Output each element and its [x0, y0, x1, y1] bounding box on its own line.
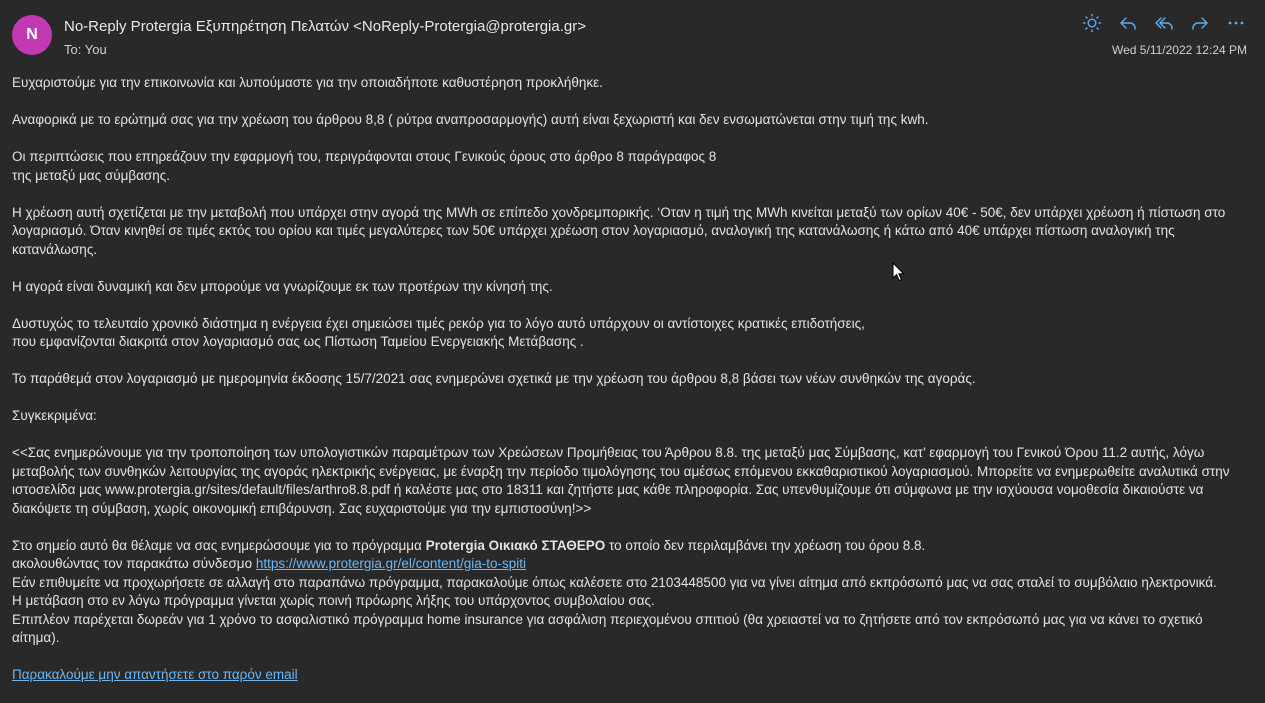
body-paragraph: Η χρέωση αυτή σχετίζεται με την μεταβολή που υπάρχει στην αγορά της MWh σε επίπεδο χονδρεμπορικής. ‘Οταν η τιμή της MWh κινείται μεταξύ των ορίων 40€ - 50€, δεν υπάρχει χρέωση ή πίστωση στο λογαριασμό. Όταν κινηθεί σε τιμές εκτός του ορίου και τιμές μεγαλύτερες των 50€ υπάρχει χρέωση στον λογαριασμό, αναλογική της κατανάλωσης ή κάτω από 40€ υπάρχει πίστωση αναλογική της κατανάλωσης. — [12, 204, 1226, 257]
received-date: Wed 5/11/2022 12:24 PM — [1112, 43, 1247, 57]
more-icon[interactable] — [1223, 10, 1249, 36]
sun-icon[interactable] — [1079, 10, 1105, 36]
body-paragraph: Συγκεκριμένα: — [12, 408, 97, 423]
to-label: To: — [64, 42, 82, 57]
program-link[interactable]: https://www.protergia.gr/el/content/gia-to-spiti — [255, 556, 526, 571]
forward-icon[interactable] — [1187, 10, 1213, 36]
link-paragraph — [12, 555, 1248, 574]
reply-all-icon[interactable] — [1151, 10, 1177, 36]
body-paragraph: Οι περιπτώσεις που επηρεάζουν την εφαρμογή του, περιγράφονται στους Γενικούς όρους στο άρθρο 8 παράγραφος 8 — [12, 149, 717, 164]
no-reply-paragraph — [12, 666, 1248, 685]
recipient-line — [64, 42, 107, 57]
link-intro: ακολουθώντας τον παρακάτω σύνδεσμο — [12, 556, 256, 571]
body-paragraph: Το παράθεμά στον λογαριασμό με ημερομηνία έκδοσης 15/7/2021 σας ενημερώνει σχετικά με την χρέωση του άρθρου 8,8 βάσει των νέων συνθηκών της αγοράς. — [12, 371, 976, 386]
program-name: Protergia Οικιακό ΣΤΑΘΕΡΟ — [425, 537, 606, 553]
to-value[interactable]: You — [84, 42, 107, 57]
message-actions — [1079, 10, 1249, 36]
no-reply-link[interactable]: Παρακαλούμε μην απαντήσετε στο παρόν email — [12, 667, 298, 682]
message-body — [12, 74, 1248, 703]
program-paragraph — [12, 537, 1248, 556]
body-paragraph: που εμφανίζονται διακριτά στον λογαριασμό σας ως Πίστωση Ταμείου Ενεργειακής Μετάβασης . — [12, 334, 584, 349]
body-paragraph: της μεταξύ μας σύμβασης. — [12, 167, 171, 183]
body-paragraph: Η αγορά είναι δυναμική και δεν μπορούμε να γνωρίζουμε εκ των προτέρων την κίνησή της. — [12, 278, 553, 294]
program-text-pre: Στο σημείο αυτό θα θέλαμε να σας ενημερώσουμε για το πρόγραμμα — [12, 537, 426, 553]
body-paragraph: Ευχαριστούμε για την επικοινωνία και λυπούμαστε για την οποιαδήποτε καθυστέρηση προκλήθηκε. — [12, 75, 603, 90]
body-paragraph: Δυστυχώς το τελευταίο χρονικό διάστημα η ενέργεια έχει σημειώσει τιμές ρεκόρ για το λόγο αυτό υπάρχουν οι αντίστοιχες κρατικές επιδοτήσεις, — [12, 315, 865, 331]
body-paragraph: Επιπλέον παρέχεται δωρεάν για 1 χρόνο το ασφαλιστικό πρόγραμμα home insurance για ασφάλιση περιεχομένου σπιτιού (θα χρειαστεί να το ζητήσετε από τον εκπρόσωπό μας για να κάνει το σχετικό αίτημα). — [12, 611, 1203, 645]
mouse-cursor-icon — [892, 262, 905, 285]
message-header — [0, 0, 1265, 70]
program-text-post: το οποίο δεν περιλαμβάνει την χρέωση του όρου 8.8. — [605, 537, 926, 553]
body-paragraph: Αναφορικά με το ερώτημά σας για την χρέωση του άρθρου 8,8 ( ρύτρα αναπροσαρμογής) αυτή είναι ξεχωριστή και δεν ενσωματώνεται στην τιμή της kwh. — [12, 112, 929, 127]
quoted-notice: <<Σας ενημερώνουμε για την τροποποίηση των υπολογιστικών παραμέτρων των Χρεώσεων Προμήθειας του Άρθρου 8.8. της μεταξύ μας Σύμβασης, κατ’ εφαρμογή του Γενικού Όρου 11.2 αυτής, λόγω μεταβολής των συνθηκών λειτουργίας της αγοράς ηλεκτρικής ενέργειας, με έναρξη την περίοδο τιμολόγησης του αμέσως επόμενου εκκαθαριστικού λογαριασμού. Μπορείτε να ενημερωθείτε αναλυτικά στην ιστοσελίδα μας www.protergia.gr/sites/default/files/arthro8.8.pdf ή καλέστε μας στο 18311 και ζητήστε μας κάθε πληροφορία. Σας υπενθυμίζουμε ότι σύμφωνα με την ισχύουσα νομοθεσία δικαιούστε να διακόψετε τη σύμβαση, χωρίς οικονομική επιβάρυνση. Σας ευχαριστούμε για την εμπιστοσύνη!>> — [12, 445, 1230, 516]
body-paragraph: Η μετάβαση στο εν λόγω πρόγραμμα γίνεται χωρίς ποινή πρόωρης λήξης του υπάρχοντος συμβολαίου σας. — [12, 593, 655, 608]
sender-avatar[interactable]: N — [12, 15, 52, 55]
body-paragraph: Εάν επιθυμείτε να προχωρήσετε σε αλλαγή στο παραπάνω πρόγραμμα, παρακαλούμε όπως καλέσετε στο 2103448500 για να γίνει αίτημα από εκπρόσωπό μας να σας σταλεί το συμβόλαιο ηλεκτρονικά. — [12, 574, 1217, 590]
sender-name[interactable]: No-Reply Protergia Εξυπηρέτηση Πελατών <NoReply-Protergia@protergia.gr> — [64, 18, 586, 35]
reply-icon[interactable] — [1115, 10, 1141, 36]
